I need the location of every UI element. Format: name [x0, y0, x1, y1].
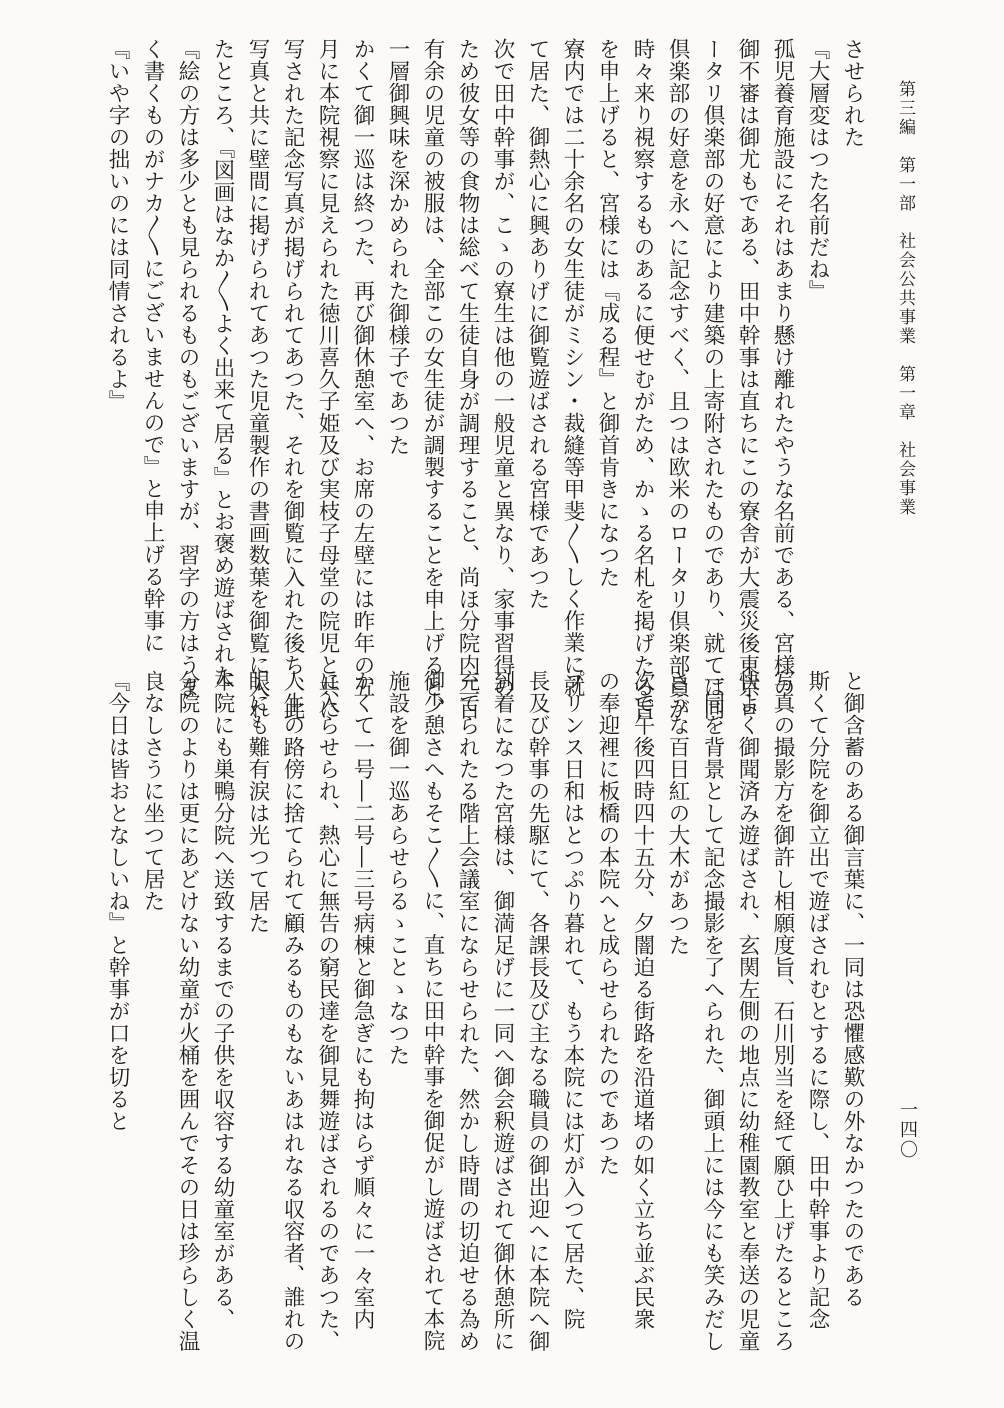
text-line: 孤児養育施設にそれはあまり懸け離れたやうな名前である、宮様の	[770, 38, 795, 698]
text-line: 斯くて分院を御立出で遊ばされむとするに際し、田中幹事より記念	[805, 670, 830, 1330]
text-line: 長及び幹事の先駆にて、各課長及び主なる職員の御出迎へに本院へ御	[525, 670, 550, 1352]
running-header: 第三編 第一部 社会公共事業 第一章 社会事業	[895, 80, 915, 517]
page-number: 一四〇	[897, 1100, 918, 1160]
text-line: ため彼女等の食物は総べて生徒自身が調理すること、尚ほ分院内二百	[455, 38, 480, 720]
text-line: 写真の撮影方を御許し相願度旨、石川別当を経て願ひ上げたるところ	[770, 670, 795, 1352]
text-line: く書くものがナカ〳〵にございませんので』と申上げる幹事に	[140, 38, 165, 654]
text-line: 『大層変はつた名前だね』	[805, 38, 830, 302]
text-line: プリンス日和はとつぷり暮れて、もう本院には灯が入つて居た、院	[560, 670, 585, 1330]
text-line: 御不審は御尤もである、田中幹事は直ちにこの寮舎が大震災後東京ロ	[735, 38, 760, 720]
text-line: 時々来り視察するものあるに便せむがため、かゝる名札を掲げたる旨	[630, 38, 655, 720]
text-line: 眼にも難有涙は光つて居た	[245, 670, 270, 934]
text-line: 一層御興味を深かめられた御様子であつた	[385, 38, 410, 456]
upper-text-block	[105, 38, 870, 720]
text-line: に入らせられ、熱心に無告の窮民達を御見舞遊ばされるのであつた、	[315, 670, 340, 1352]
text-line: ータリ倶楽部の好意により建築の上寄附されたものであり、就ては同	[700, 38, 725, 720]
text-line: かくて御一巡は終つた、再び御休憩室へ、お席の左壁には昨年の五	[350, 38, 375, 698]
text-line: 到着になつた宮様は、御満足げに一同へ御会釈遊ばされて御休憩所に	[490, 670, 515, 1352]
text-line: て居た、御熱心に興ありげに御覧遊ばされる宮様であつた	[525, 38, 550, 610]
text-line: 次で午後四時四十五分、夕闇迫る街路を沿道堵の如く立ち並ぶ民衆	[630, 670, 655, 1330]
text-line: 御少憩さへもそこ〳〵に、直ちに田中幹事を御促がし遊ばされて本院	[420, 670, 445, 1352]
text-line: 施設を御一巡あらせらるゝことゝなつた	[385, 670, 410, 1066]
text-line: 寮内では二十余名の女生徒がミシン・裁縫等甲斐〳〵しく作業に就	[560, 38, 585, 698]
text-line: 充てられたる階上会議室にならせられた、然かし時間の切迫せる為め	[455, 670, 480, 1352]
text-line: 『今日は皆おとなしいね』と幹事が口を切ると	[105, 670, 130, 1132]
text-line: させられた	[840, 38, 865, 148]
text-line: 人生の路傍に捨てられて顧みるものもないあはれなる収容者、誰れの	[280, 670, 305, 1352]
text-line: 分院のよりは更にあどけない幼童が火桶を囲んでその日は珍らしく温	[175, 670, 200, 1352]
text-line: を申上げると、宮様には『成る程』と御首肯きになつた	[595, 38, 620, 588]
text-line: 次で田中幹事が、こゝの寮生は他の一般児童と異なり、家事習得の	[490, 38, 515, 698]
text-line: かくて一号―二号―三号病棟と御急ぎにも拘はらず順々に一々室内	[350, 670, 375, 1330]
text-line: 写真と共に壁間に掲げられてあつた児童製作の書画数葉を御覧に入れ	[245, 38, 270, 720]
text-line: 写された記念写真が掲げられてあつた、それを御覧に入れた後ち、此	[280, 38, 305, 720]
text-line: 『いや字の拙いのには同情されるよ』	[105, 38, 130, 412]
text-line: 本院にも巣鴨分院へ送致するまでの子供を収容する幼童室がある、	[210, 670, 235, 1330]
text-line: 有余の児童の被服は、全部この女生徒が調製することを申上げると、	[420, 38, 445, 720]
text-line: と御含蓄のある御言葉に、一同は恐懼感歎の外なかつたのである	[840, 670, 865, 1308]
text-line: の奉迎裡に板橋の本院へと成らせられたのであつた	[595, 670, 620, 1176]
text-line: 倶楽部の好意を永へに記念すべく、且つは欧米のロータリ倶楽部員が	[665, 38, 690, 720]
text-line: たところ、『図画はなか〳〵よく出来て居る』とお褒め遊ばされた	[210, 38, 235, 687]
text-line: 『絵の方は多少とも見られるものもございますが、習字の方はうま	[175, 38, 200, 698]
text-line: 月に本院視察に見えられた徳川喜久子姫及び実枝子母堂の院児と共に	[315, 38, 340, 720]
text-line: 快よく御聞済み遊ばされ、玄関左側の地点に幼稚園教室と奉送の児童	[735, 670, 760, 1352]
lower-text-block	[90, 670, 870, 1390]
text-line: 良なしさうに坐つて居た	[140, 670, 165, 912]
text-line: さうな百日紅の大木があつた	[665, 670, 690, 956]
text-line: 一同を背景として記念撮影を了へられた、御頭上には今にも笑みだし	[700, 670, 725, 1352]
